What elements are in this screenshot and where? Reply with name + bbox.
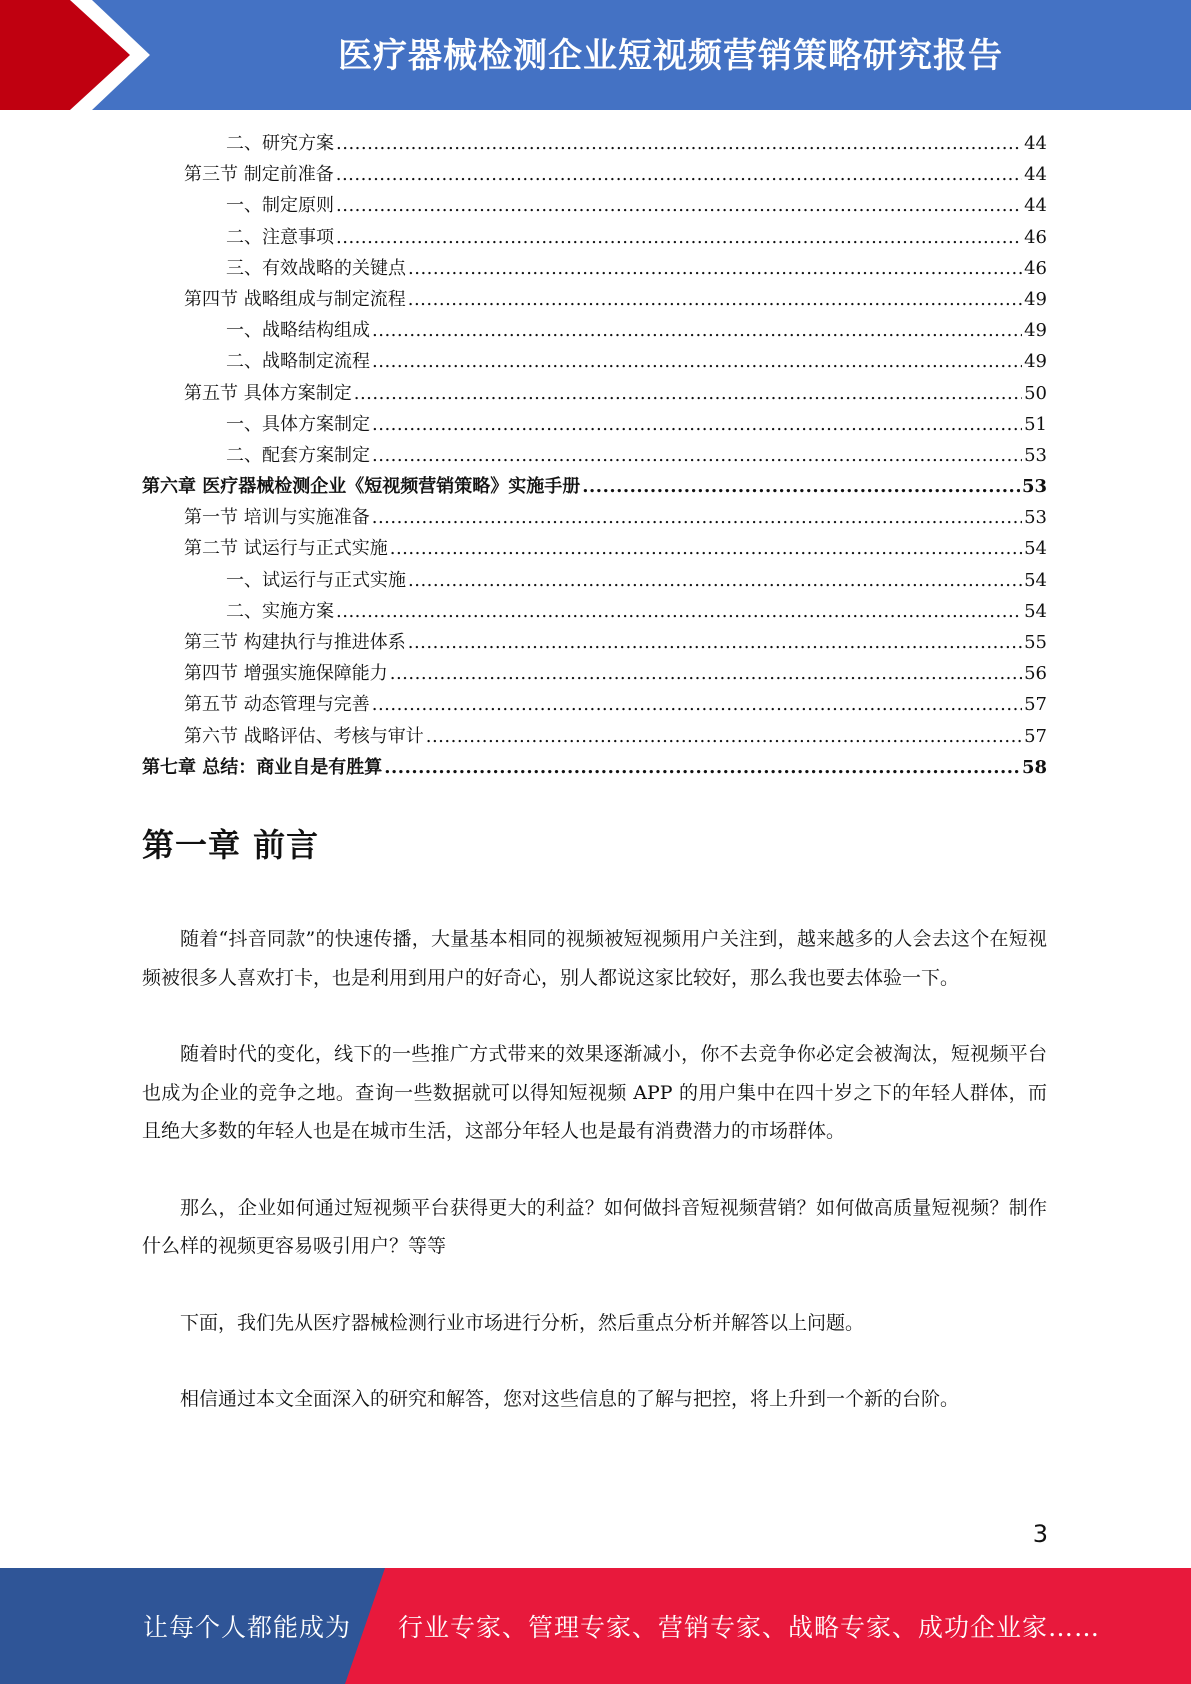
toc-dot-leader <box>372 346 1022 377</box>
toc-entry-page: 53 <box>1024 507 1047 529</box>
toc-subsection-entry[interactable] <box>142 128 1047 159</box>
page-number: 3 <box>1032 1520 1048 1548</box>
toc-entry-page: 49 <box>1024 351 1047 373</box>
toc-entry-page: 44 <box>1024 195 1047 217</box>
toc-entry-page: 46 <box>1024 257 1047 279</box>
toc-entry-label: 第五节 具体方案制定 <box>184 382 352 404</box>
toc-entry-label: 第三节 构建执行与推进体系 <box>184 632 406 653</box>
toc-section-entry[interactable] <box>142 284 1047 315</box>
toc-section-entry[interactable] <box>142 159 1047 190</box>
toc-subsection-entry[interactable] <box>142 596 1047 627</box>
paragraph: 随着时代的变化，线下的一些推广方式带来的效果逐渐减小，你不去竞争你必定会被淘汰，短视频平台也成为企业的竞争之地。查询一些数据就可以得知短视频 APP 的用户集中在四十岁之下的年轻人群体，而且绝大多数的年轻人也是在城市生活，这部分年轻人也是最有消费潜力的市场群体。 <box>142 1043 1047 1142</box>
toc-subsection-entry[interactable] <box>142 409 1047 440</box>
toc-entry-label: 一、试运行与正式实施 <box>226 569 406 591</box>
toc-dot-leader <box>336 159 1022 190</box>
toc-entry-page: 49 <box>1024 320 1047 342</box>
toc-entry-page: 53 <box>1021 476 1047 498</box>
toc-entry-page: 57 <box>1024 694 1047 716</box>
toc-entry-page: 54 <box>1024 600 1047 622</box>
toc-entry-label: 第六章 医疗器械检测企业《短视频营销策略》实施手册 <box>142 476 581 498</box>
toc-entry-page: 44 <box>1024 133 1047 154</box>
toc-entry-label: 一、制定原则 <box>226 195 334 217</box>
toc-section-entry[interactable] <box>142 502 1047 533</box>
toc-dot-leader <box>354 378 1022 409</box>
toc-subsection-entry[interactable] <box>142 222 1047 253</box>
chapter-title: 第一章 前言 <box>142 826 320 864</box>
toc-entry-page: 57 <box>1024 725 1047 747</box>
toc-entry-page: 54 <box>1024 569 1047 591</box>
toc-entry-page: 50 <box>1024 382 1047 404</box>
toc-entry-label: 第四节 增强实施保障能力 <box>184 663 388 685</box>
paragraph: 随着“抖音同款”的快速传播，大量基本相同的视频被短视频用户关注到，越来越多的人会去这个在短视频被很多人喜欢打卡，也是利用到用户的好奇心，别人都说这家比较好，那么我也要去体验一下。 <box>142 928 1047 989</box>
toc-entry-page: 56 <box>1024 663 1047 685</box>
toc-entry-page: 55 <box>1024 632 1047 653</box>
toc-dot-leader <box>372 440 1022 471</box>
toc-section-entry[interactable] <box>142 627 1047 658</box>
toc-entry-label: 第六节 战略评估、考核与审计 <box>184 725 424 747</box>
toc-entry-label: 第五节 动态管理与完善 <box>184 694 370 716</box>
toc-entry-label: 第三节 制定前准备 <box>184 164 334 186</box>
toc-entry-label: 第二节 试运行与正式实施 <box>184 538 388 560</box>
toc-entry-label: 一、具体方案制定 <box>226 413 370 435</box>
toc-entry-page: 49 <box>1024 288 1047 310</box>
toc-dot-leader <box>582 471 1020 502</box>
toc-chapter-entry[interactable] <box>142 471 1047 502</box>
toc-subsection-entry[interactable] <box>142 190 1047 221</box>
chapter-body <box>142 920 1047 1457</box>
toc-dot-leader <box>384 752 1020 783</box>
toc-dot-leader <box>336 190 1022 221</box>
toc-section-entry[interactable] <box>142 721 1047 752</box>
toc-entry-page: 54 <box>1024 538 1047 560</box>
toc-entry-label: 三、有效战略的关键点 <box>226 257 406 279</box>
toc-dot-leader <box>372 689 1022 720</box>
toc-section-entry[interactable] <box>142 378 1047 409</box>
table-of-contents <box>142 128 1047 783</box>
toc-entry-label: 第四节 战略组成与制定流程 <box>184 288 406 310</box>
toc-entry-label: 第七章 总结：商业自是有胜算 <box>142 756 383 778</box>
toc-entry-page: 58 <box>1021 756 1047 778</box>
toc-subsection-entry[interactable] <box>142 440 1047 471</box>
report-title: 医疗器械检测企业短视频营销策略研究报告 <box>338 36 1003 76</box>
toc-dot-leader <box>408 627 1022 658</box>
toc-entry-label: 一、战略结构组成 <box>226 320 370 342</box>
toc-dot-leader <box>408 253 1022 284</box>
toc-entry-label: 二、配套方案制定 <box>226 444 370 466</box>
toc-entry-page: 51 <box>1024 413 1047 435</box>
paragraph: 下面，我们先从医疗器械检测行业市场进行分析，然后重点分析并解答以上问题。 <box>180 1311 865 1334</box>
toc-dot-leader <box>390 658 1022 689</box>
toc-entry-label: 二、实施方案 <box>226 600 334 622</box>
toc-dot-leader <box>408 284 1022 315</box>
toc-dot-leader <box>426 721 1022 752</box>
toc-dot-leader <box>372 502 1022 533</box>
toc-entry-page: 46 <box>1024 226 1047 248</box>
page-header <box>0 0 1191 110</box>
toc-dot-leader <box>372 409 1022 440</box>
toc-entry-page: 44 <box>1024 164 1047 186</box>
toc-dot-leader <box>408 565 1022 596</box>
toc-subsection-entry[interactable] <box>142 253 1047 284</box>
toc-chapter-entry[interactable] <box>142 752 1047 783</box>
page-footer <box>0 1568 1191 1684</box>
toc-entry-label: 二、战略制定流程 <box>226 351 370 373</box>
toc-dot-leader <box>372 315 1022 346</box>
toc-dot-leader <box>390 533 1022 564</box>
toc-section-entry[interactable] <box>142 533 1047 564</box>
toc-entry-label: 二、注意事项 <box>226 226 334 248</box>
paragraph: 相信通过本文全面深入的研究和解答，您对这些信息的了解与把控，将上升到一个新的台阶。 <box>180 1388 960 1410</box>
paragraph: 那么，企业如何通过短视频平台获得更大的利益？如何做抖音短视频营销？如何做高质量短视频？制作什么样的视频更容易吸引用户？等等 <box>142 1196 1047 1257</box>
toc-entry-page: 53 <box>1024 444 1047 466</box>
toc-dot-leader <box>336 222 1022 253</box>
toc-section-entry[interactable] <box>142 658 1047 689</box>
footer-slogan-left: 让每个人都能成为 <box>143 1613 352 1642</box>
toc-entry-label: 二、研究方案 <box>226 133 334 154</box>
toc-entry-label: 第一节 培训与实施准备 <box>184 507 370 529</box>
toc-subsection-entry[interactable] <box>142 565 1047 596</box>
toc-subsection-entry[interactable] <box>142 315 1047 346</box>
toc-dot-leader <box>336 596 1022 627</box>
toc-subsection-entry[interactable] <box>142 346 1047 377</box>
footer-slogan-right: 行业专家、管理专家、营销专家、战略专家、成功企业家…… <box>398 1613 1101 1642</box>
toc-section-entry[interactable] <box>142 689 1047 720</box>
toc-dot-leader <box>336 128 1022 159</box>
